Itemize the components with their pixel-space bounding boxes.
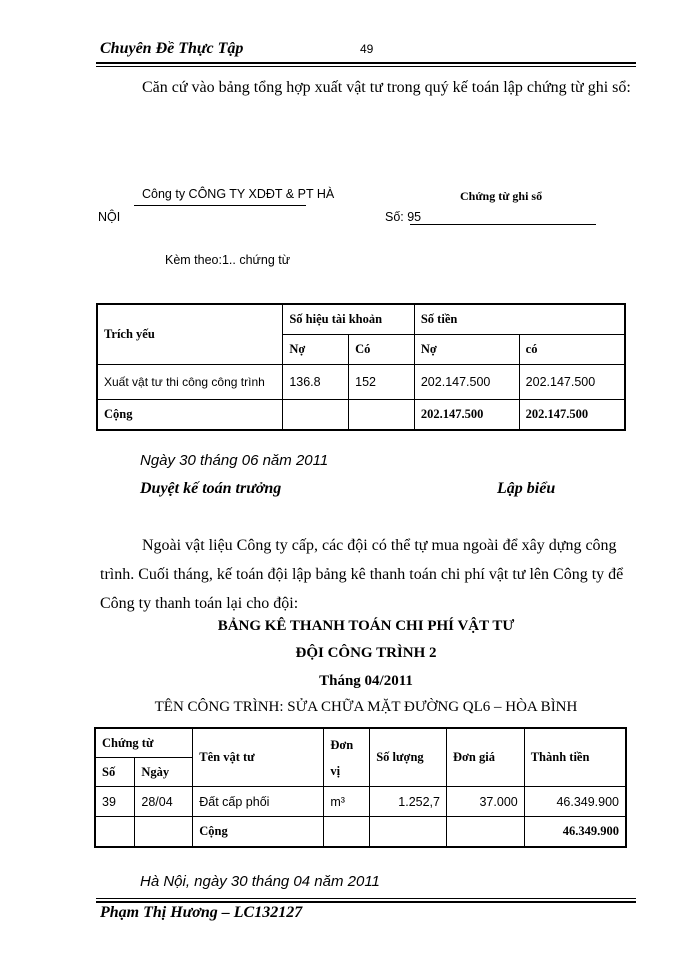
header-ten-vat-tu: Tên vật tư [193,728,324,787]
header-thanh-tien: Thành tiền [524,728,626,787]
total-amount-co: 202.147.500 [519,400,625,431]
row-don-gia: 37.000 [446,787,524,817]
report-date: Hà Nội, ngày 30 tháng 04 năm 2011 [140,873,380,890]
header-trich-yeu: Trích yếu [97,304,283,365]
report-project: TÊN CÔNG TRÌNH: SỬA CHỮA MẶT ĐƯỜNG QL6 – HÒA BÌNH [154,699,578,715]
row-ten-vat-tu: Đất cấp phối [193,787,324,817]
total-row [95,817,626,847]
header-so-hieu-tai-khoan: Số hiệu tài khoản [283,304,415,335]
signature-preparer: Lập biểu [497,480,556,497]
voucher-table [96,303,626,431]
header-rule-thin [96,66,636,67]
total-label: Cộng [193,817,324,847]
row-don-vi: m³ [324,787,370,817]
header-co-amount: có [519,335,625,365]
company-name-line1: Công ty CÔNG TY XDĐT & PT HÀ [142,187,335,201]
signature-chief-accountant: Duyệt kế toán trưởng [140,480,282,497]
header-don-vi: Đơn vị [324,728,370,787]
table-row [95,787,626,817]
total-thanh-tien: 46.349.900 [524,817,626,847]
header-chung-tu: Chứng từ [95,728,193,758]
total-label: Cộng [97,400,283,431]
total-row [97,400,625,431]
row-so-luong: 1.252,7 [370,787,447,817]
attached-documents: Kèm theo:1.. chứng từ [165,253,291,267]
row-account-no: 136.8 [283,365,349,400]
report-month: Tháng 04/2011 [319,673,413,689]
header-so: Số [95,758,135,787]
footer-rule-thin [96,898,636,899]
body-paragraph: Ngoài vật liệu Công ty cấp, các đội có thể tự mua ngoài để xây dựng công trình. Cuối tháng, kế toán đội lập bảng kê thanh toán chi phí vật tư lên Công ty để Công ty thanh toán lại cho đội: [100,537,624,612]
voucher-date: Ngày 30 tháng 06 năm 2011 [140,452,329,469]
report-team: ĐỘI CÔNG TRÌNH 2 [295,645,437,661]
header-no-amount: Nợ [414,335,519,365]
header-so-tien: Số tiền [414,304,625,335]
page-number: 49 [360,42,374,56]
expense-table [94,727,627,848]
row-ngay: 28/04 [135,787,193,817]
document-header-title: Chuyên Đề Thực Tập [100,40,244,57]
header-co: Có [349,335,415,365]
table-row [97,365,625,400]
row-account-co: 152 [349,365,415,400]
header-rule [96,62,636,64]
row-description: Xuất vật tư thi công công trình [97,365,283,400]
voucher-number: Số: 95 [385,210,422,224]
row-thanh-tien: 46.349.900 [524,787,626,817]
header-ngay: Ngày [135,758,193,787]
report-title: BẢNG KÊ THANH TOÁN CHI PHÍ VẬT TƯ [217,618,515,634]
header-don-gia: Đơn giá [446,728,524,787]
footer-rule [96,901,636,903]
total-amount-no: 202.147.500 [414,400,519,431]
row-amount-no: 202.147.500 [414,365,519,400]
intro-paragraph: Căn cứ vào bảng tổng hợp xuất vật tư trong quý kế toán lập chứng từ ghi sổ: [142,79,631,96]
company-underline [134,205,306,206]
company-name-line2: NỘI [98,210,121,224]
voucher-number-underline [410,224,596,225]
voucher-title: Chứng từ ghi sổ [460,189,543,203]
row-so: 39 [95,787,135,817]
header-so-luong: Số lượng [370,728,447,787]
row-amount-co: 202.147.500 [519,365,625,400]
footer-author: Phạm Thị Hương – LC132127 [100,904,303,921]
header-no: Nợ [283,335,349,365]
